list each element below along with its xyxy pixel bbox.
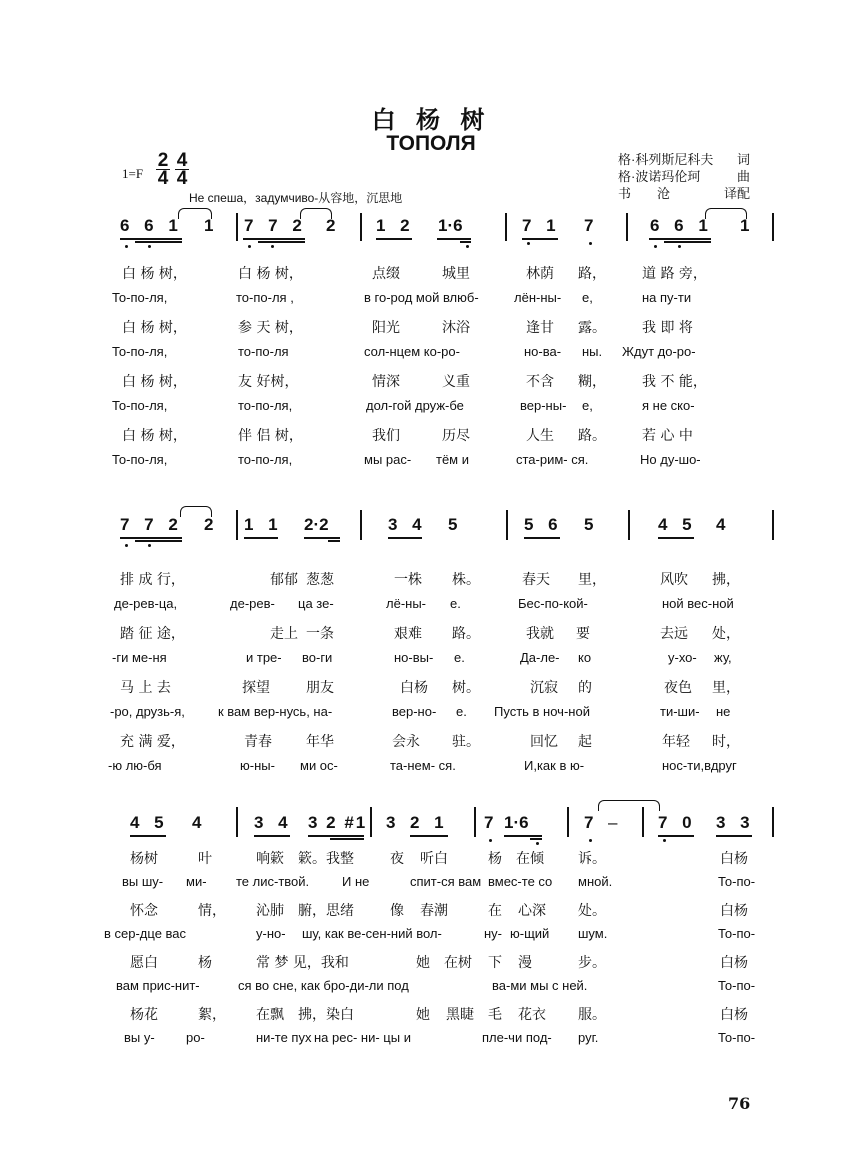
notes-m16b: 3 3	[716, 813, 755, 832]
lyric-russian: то-по-ля,	[238, 452, 293, 467]
low-octave-dot	[589, 242, 592, 245]
lyric-chinese: 白杨	[400, 680, 428, 696]
lyric-russian: ну-	[484, 926, 503, 941]
beam	[524, 537, 560, 539]
lyric-chinese: 马 上 去	[120, 680, 171, 696]
beam	[258, 241, 305, 243]
lyric-chinese: 白杨	[720, 903, 748, 919]
barline	[474, 807, 476, 837]
lyric-chinese: 的	[578, 680, 592, 696]
lyric-chinese: 历尽	[442, 428, 470, 444]
beam	[308, 835, 364, 837]
lyric-chinese: 树。	[452, 680, 480, 696]
lyric-chinese: 常 梦 见，我和	[256, 955, 349, 971]
lyric-russian: То-по-	[718, 874, 756, 889]
lyric-chinese: 花衣	[518, 1007, 546, 1023]
lyric-russian: -ю лю-бя	[108, 758, 162, 773]
lyric-russian: Но ду-шо-	[640, 452, 701, 467]
notes-m1b: 1	[204, 216, 214, 235]
barline	[360, 213, 362, 241]
lyric-chinese: 诉。	[578, 851, 606, 867]
beam	[658, 835, 694, 837]
lyric-russian: ми-	[186, 874, 207, 889]
lyric-russian: к вам вер-нусь, на-	[218, 704, 333, 719]
lyric-chinese: 白杨	[720, 955, 748, 971]
lyric-russian: в сер-дце вас	[104, 926, 187, 941]
beam	[328, 540, 340, 542]
lyric-russian: у-хо-	[668, 650, 697, 665]
low-octave-dot	[148, 544, 151, 547]
lyric-chinese: 青春	[244, 734, 272, 750]
lyric-chinese: 像	[390, 903, 404, 919]
time-signature-2-4: 2 4	[157, 150, 169, 189]
credit-composer: 格·波诺玛伦珂 曲	[618, 169, 750, 184]
barline	[236, 510, 238, 540]
title-russian: ТОПОЛЯ	[386, 132, 476, 155]
lyric-chinese: 年华	[306, 734, 334, 750]
lyric-chinese: 友 好树，	[238, 374, 299, 390]
lyric-chinese: 沁肺	[256, 903, 284, 919]
notes-m8a: 3 4	[388, 515, 427, 534]
lyric-russian: де-рев-	[230, 596, 275, 611]
notes-m11b: 4	[192, 813, 202, 832]
beam	[244, 537, 278, 539]
beam	[460, 241, 471, 243]
notes-m8b: 5	[448, 515, 458, 534]
lyric-russian: ва-ми мы с ней.	[492, 978, 588, 993]
lyric-chinese: 她	[416, 955, 430, 971]
tie	[300, 208, 332, 219]
lyric-chinese: 春天	[522, 572, 550, 588]
lyric-chinese: 她	[416, 1007, 430, 1023]
lyric-chinese: 糊，	[578, 374, 606, 390]
beam	[120, 537, 182, 539]
barline	[642, 807, 644, 837]
lyric-chinese: 林荫	[526, 266, 554, 282]
low-octave-dot	[589, 839, 592, 842]
beam	[254, 835, 290, 837]
lyric-russian: и тре-	[246, 650, 282, 665]
page-number: 76	[728, 1094, 751, 1113]
lyric-chinese: 株。	[452, 572, 480, 588]
lyric-russian: То-по-	[718, 926, 756, 941]
lyric-russian: вы у-	[124, 1030, 155, 1045]
lyric-chinese: 阳光	[372, 320, 400, 336]
time-signature-4-4: 4 4	[176, 150, 188, 189]
barline	[772, 807, 774, 837]
title-chinese: 白 杨 树	[371, 105, 491, 134]
lyric-chinese: 我们	[372, 428, 400, 444]
credit-translator: 书 沧 译配	[618, 186, 750, 201]
lyric-russian: шу, как ве-сен-ний вол-	[302, 926, 442, 941]
notes-m6a: 7 7 2	[120, 515, 183, 534]
lyric-russian: в го-род мой влюб-	[364, 290, 479, 305]
lyric-chinese: 时，	[712, 734, 740, 750]
lyric-chinese: 我 即 将	[642, 320, 693, 336]
notes-m4b: 7	[584, 216, 594, 235]
lyric-russian: тём и	[436, 452, 469, 467]
lyric-chinese: 要	[576, 626, 590, 642]
lyric-chinese: 朋友	[306, 680, 334, 696]
lyric-chinese: 在倾	[516, 851, 544, 867]
notes-m4a: 7 1	[522, 216, 561, 235]
lyric-chinese: 人生	[526, 428, 554, 444]
low-octave-dot	[678, 245, 681, 248]
notes-m9b: 5	[584, 515, 594, 534]
lyric-chinese: 起	[578, 734, 592, 750]
notes-m11a: 4 5	[130, 813, 169, 832]
lyric-chinese: 白 杨 树，	[122, 266, 187, 282]
low-octave-dot	[654, 245, 657, 248]
lyric-russian: то-по-ля	[238, 344, 289, 359]
beam	[410, 835, 448, 837]
lyric-chinese: 回忆	[530, 734, 558, 750]
lyric-russian: мы рас-	[364, 452, 412, 467]
low-octave-dot	[527, 242, 530, 245]
notes-m6b: 2	[204, 515, 214, 534]
lyric-russian: вмес-те со	[488, 874, 553, 889]
beam	[716, 835, 752, 837]
lyric-russian: ца зе-	[298, 596, 334, 611]
lyric-russian: но-вы-	[394, 650, 434, 665]
lyric-russian: ю-щий	[510, 926, 550, 941]
lyric-chinese: 拂，染白	[298, 1007, 354, 1023]
lyric-chinese: 情，	[198, 903, 226, 919]
barline	[772, 213, 774, 241]
lyric-chinese: 路，	[578, 266, 606, 282]
lyric-chinese: 絮，	[198, 1007, 226, 1023]
notes-m13b: 2 1	[410, 813, 449, 832]
lyric-russian: ти-ши-	[660, 704, 700, 719]
lyric-russian: то-по-ля,	[238, 398, 293, 413]
beam	[130, 835, 166, 837]
lyric-russian: на рес- ни- цы и	[314, 1030, 411, 1045]
notes-m14b: 1·6	[504, 813, 529, 832]
lyric-chinese: 听白	[420, 851, 448, 867]
notes-m15a: 7	[584, 813, 594, 832]
lyric-chinese: 会永	[392, 734, 420, 750]
lyric-chinese: 白 杨 树，	[122, 320, 187, 336]
beam	[504, 835, 542, 837]
low-octave-dot	[466, 245, 469, 248]
low-octave-dot	[248, 245, 251, 248]
lyric-russian: е.	[456, 704, 467, 719]
low-octave-dot	[489, 839, 492, 842]
beam	[120, 238, 182, 240]
notes-m3a: 1 2	[376, 216, 415, 235]
beam	[388, 537, 422, 539]
lyric-russian: Пусть в ноч-ной	[494, 704, 590, 719]
notes-m2a: 7 7 2	[244, 216, 307, 235]
lyric-russian: е,	[582, 290, 593, 305]
lyric-russian: ю-ны-	[240, 758, 275, 773]
lyric-chinese: 白 杨 树，	[238, 266, 303, 282]
barline	[236, 807, 238, 837]
lyric-chinese: 艰难	[394, 626, 422, 642]
lyric-chinese: 夜	[390, 851, 404, 867]
beam	[135, 241, 182, 243]
lyric-chinese: 服。	[578, 1007, 606, 1023]
lyric-chinese: 义重	[442, 374, 470, 390]
tempo-marking: Не спеша，задумчиво-从容地，沉思地	[189, 191, 403, 205]
lyric-russian: ро-	[186, 1030, 205, 1045]
lyric-russian: сол-нцем ко-ро-	[364, 344, 460, 359]
lyric-chinese: 毛	[488, 1007, 502, 1023]
barline	[360, 510, 362, 540]
tie	[705, 208, 747, 219]
lyric-chinese: 路。	[578, 428, 606, 444]
notes-m12b: 3 2 #1	[308, 813, 368, 832]
lyric-chinese: 城里	[442, 266, 470, 282]
barline	[567, 807, 569, 837]
lyric-chinese: 点缀	[372, 266, 400, 282]
lyric-russian: пле-чи под-	[482, 1030, 552, 1045]
lyric-chinese: 踏 征 途，	[120, 626, 185, 642]
lyric-chinese: 拂，	[712, 572, 740, 588]
notes-m5a: 6 6 1	[650, 216, 713, 235]
lyric-chinese: 怀念	[130, 903, 158, 919]
notes-m7a: 1 1	[244, 515, 283, 534]
lyric-chinese: 叶	[198, 851, 212, 867]
lyric-chinese: 走上	[270, 626, 298, 642]
beam	[330, 838, 364, 840]
credits	[618, 151, 750, 202]
lyric-russian: руг.	[578, 1030, 599, 1045]
notes-m13a: 3	[386, 813, 396, 832]
lyric-chinese: 黑睫	[446, 1007, 474, 1023]
lyric-chinese: 响簌	[256, 851, 284, 867]
lyric-chinese: 腑，思绪	[298, 903, 354, 919]
lyric-russian: я не ско-	[642, 398, 695, 413]
beam	[658, 537, 694, 539]
lyric-chinese: 下	[488, 955, 502, 971]
lyric-chinese: 在	[488, 903, 502, 919]
lyric-chinese: 情深	[372, 374, 400, 390]
lyric-russian: вер-ны-	[520, 398, 567, 413]
lyric-russian: И,как в ю-	[524, 758, 585, 773]
lyric-chinese: 白杨	[720, 851, 748, 867]
lyric-chinese: 杨	[198, 955, 212, 971]
tie	[598, 800, 660, 811]
lyric-russian: -ро, друзь-я,	[110, 704, 185, 719]
notes-m7b: 2·2	[304, 515, 329, 534]
beam	[304, 537, 340, 539]
lyric-russian: То-по-ля,	[112, 452, 168, 467]
lyric-chinese: 我就	[526, 626, 554, 642]
notes-m5b: 1	[740, 216, 750, 235]
tie	[180, 506, 212, 517]
lyric-chinese: 夜色	[664, 680, 692, 696]
lyric-chinese: 逢甘	[526, 320, 554, 336]
beam	[649, 238, 711, 240]
lyric-chinese: 簌。我整	[298, 851, 354, 867]
lyric-russian: И не	[342, 874, 370, 889]
lyric-russian: ни-те пух	[256, 1030, 312, 1045]
notes-m1a: 6 6 1	[120, 216, 183, 235]
lyric-russian: ны.	[582, 344, 603, 359]
lyric-chinese: 参 天 树，	[238, 320, 303, 336]
notes-m10b: 4	[716, 515, 726, 534]
lyric-chinese: 愿白	[130, 955, 158, 971]
beam	[376, 238, 412, 240]
lyric-chinese: 白杨	[720, 1007, 748, 1023]
barline	[506, 510, 508, 540]
lyric-chinese: 沉寂	[530, 680, 558, 696]
lyric-chinese: 心深	[518, 903, 546, 919]
barline	[370, 807, 372, 837]
beam	[135, 540, 182, 542]
lyric-chinese: 不含	[526, 374, 554, 390]
barline	[505, 213, 507, 241]
low-octave-dot	[125, 544, 128, 547]
lyric-russian: мной.	[578, 874, 613, 889]
barline	[626, 213, 628, 241]
lyric-chinese: 在飘	[256, 1007, 284, 1023]
notes-m2b: 2	[326, 216, 336, 235]
lyric-chinese: 道 路 旁，	[642, 266, 707, 282]
lyric-russian: не	[716, 704, 731, 719]
lyric-russian: е,	[582, 398, 593, 413]
lyric-russian: вер-но-	[392, 704, 437, 719]
lyric-chinese: 白 杨 树，	[122, 374, 187, 390]
lyric-russian: та-нем- ся.	[390, 758, 456, 773]
notes-m12a: 3 4	[254, 813, 293, 832]
low-octave-dot	[125, 245, 128, 248]
lyric-russian: То-по-ля,	[112, 398, 168, 413]
barline	[236, 213, 238, 241]
tie	[178, 208, 212, 219]
notes-m9a: 5 6	[524, 515, 563, 534]
lyric-russian: спит-ся вам	[410, 874, 482, 889]
lyric-russian: вам прис-нит-	[116, 978, 200, 993]
lyric-chinese: 郁郁	[270, 572, 298, 588]
notes-m3b: 1·6	[438, 216, 463, 235]
beam	[664, 241, 711, 243]
lyric-chinese: 一株	[394, 572, 422, 588]
lyric-russian: ко	[578, 650, 592, 665]
lyric-russian: де-рев-ца,	[114, 596, 178, 611]
lyric-russian: лён-ны-	[514, 290, 562, 305]
low-octave-dot	[536, 842, 539, 845]
key-signature: 1=F	[122, 166, 144, 181]
lyric-russian: ся во сне, как бро-ди-ли под	[238, 978, 409, 993]
lyric-chinese: 充 满 爱，	[120, 734, 185, 750]
credit-lyricist: 格·科列斯尼科夫 词	[618, 152, 750, 167]
lyric-russian: шум.	[578, 926, 608, 941]
lyric-chinese: 若 心 中	[642, 428, 693, 444]
lyric-russian: дол-гой друж-бе	[366, 398, 464, 413]
lyric-russian: Бес-по-кой-	[518, 596, 588, 611]
notes-m15b: –	[608, 813, 618, 832]
lyric-russian: то-по-ля ,	[236, 290, 294, 305]
lyric-chinese: 白 杨 树，	[122, 428, 187, 444]
lyric-russian: ной вес-ной	[662, 596, 734, 611]
lyric-chinese: 杨花	[130, 1007, 158, 1023]
notes-m10a: 4 5	[658, 515, 697, 534]
lyric-russian: Да-ле-	[520, 650, 560, 665]
lyric-chinese: 里，	[578, 572, 606, 588]
beam	[437, 238, 471, 240]
lyric-russian: те лис-твой.	[236, 874, 310, 889]
notes-m16a: 7 0	[658, 813, 697, 832]
lyric-chinese: 排 成 行，	[120, 572, 185, 588]
barline	[628, 510, 630, 540]
lyric-chinese: 处。	[578, 903, 606, 919]
lyric-russian: -ги ме-ня	[112, 650, 167, 665]
lyric-russian: е.	[454, 650, 465, 665]
lyric-russian: вы шу-	[122, 874, 164, 889]
lyric-chinese: 沐浴	[442, 320, 470, 336]
lyric-russian: То-по-	[718, 1030, 756, 1045]
beam	[243, 238, 305, 240]
lyric-chinese: 探望	[242, 680, 270, 696]
beam	[522, 238, 558, 240]
lyric-russian: Ждут до-ро-	[622, 344, 696, 359]
lyric-chinese: 步。	[578, 955, 606, 971]
lyric-russian: То-по-ля,	[112, 290, 168, 305]
lyric-chinese: 处，	[712, 626, 740, 642]
lyric-russian: То-по-	[718, 978, 756, 993]
lyric-chinese: 露。	[578, 320, 606, 336]
notes-m14a: 7	[484, 813, 494, 832]
lyric-russian: на пу-ти	[642, 290, 692, 305]
lyric-chinese: 葱葱	[306, 572, 334, 588]
lyric-chinese: 一条	[306, 626, 334, 642]
lyric-chinese: 路。	[452, 626, 480, 642]
lyric-russian: но-ва-	[524, 344, 562, 359]
lyric-russian: ми ос-	[300, 758, 338, 773]
lyric-chinese: 我 不 能，	[642, 374, 707, 390]
lyric-russian: лё-ны-	[386, 596, 426, 611]
lyric-chinese: 春潮	[420, 903, 448, 919]
lyric-chinese: 驻。	[452, 734, 480, 750]
lyric-russian: нос-ти,вдруг	[662, 758, 737, 773]
lyric-russian: То-по-ля,	[112, 344, 168, 359]
lyric-chinese: 去远	[660, 626, 688, 642]
lyric-chinese: 里，	[712, 680, 740, 696]
lyric-russian: е.	[450, 596, 461, 611]
lyric-chinese: 杨树	[130, 851, 158, 867]
lyric-chinese: 伴 侣 树，	[238, 428, 303, 444]
lyric-russian: у-но-	[256, 926, 286, 941]
beam	[530, 838, 542, 840]
lyric-russian: жу,	[714, 650, 732, 665]
lyric-chinese: 在树	[444, 955, 472, 971]
lyric-chinese: 杨	[488, 851, 502, 867]
low-octave-dot	[663, 839, 666, 842]
lyric-russian: ста-рим- ся.	[516, 452, 589, 467]
barline	[772, 510, 774, 540]
lyric-chinese: 年轻	[662, 734, 690, 750]
lyric-chinese: 风吹	[660, 572, 688, 588]
lyric-russian: во-ги	[302, 650, 333, 665]
lyric-chinese: 漫	[518, 955, 532, 971]
low-octave-dot	[148, 245, 151, 248]
low-octave-dot	[271, 245, 274, 248]
